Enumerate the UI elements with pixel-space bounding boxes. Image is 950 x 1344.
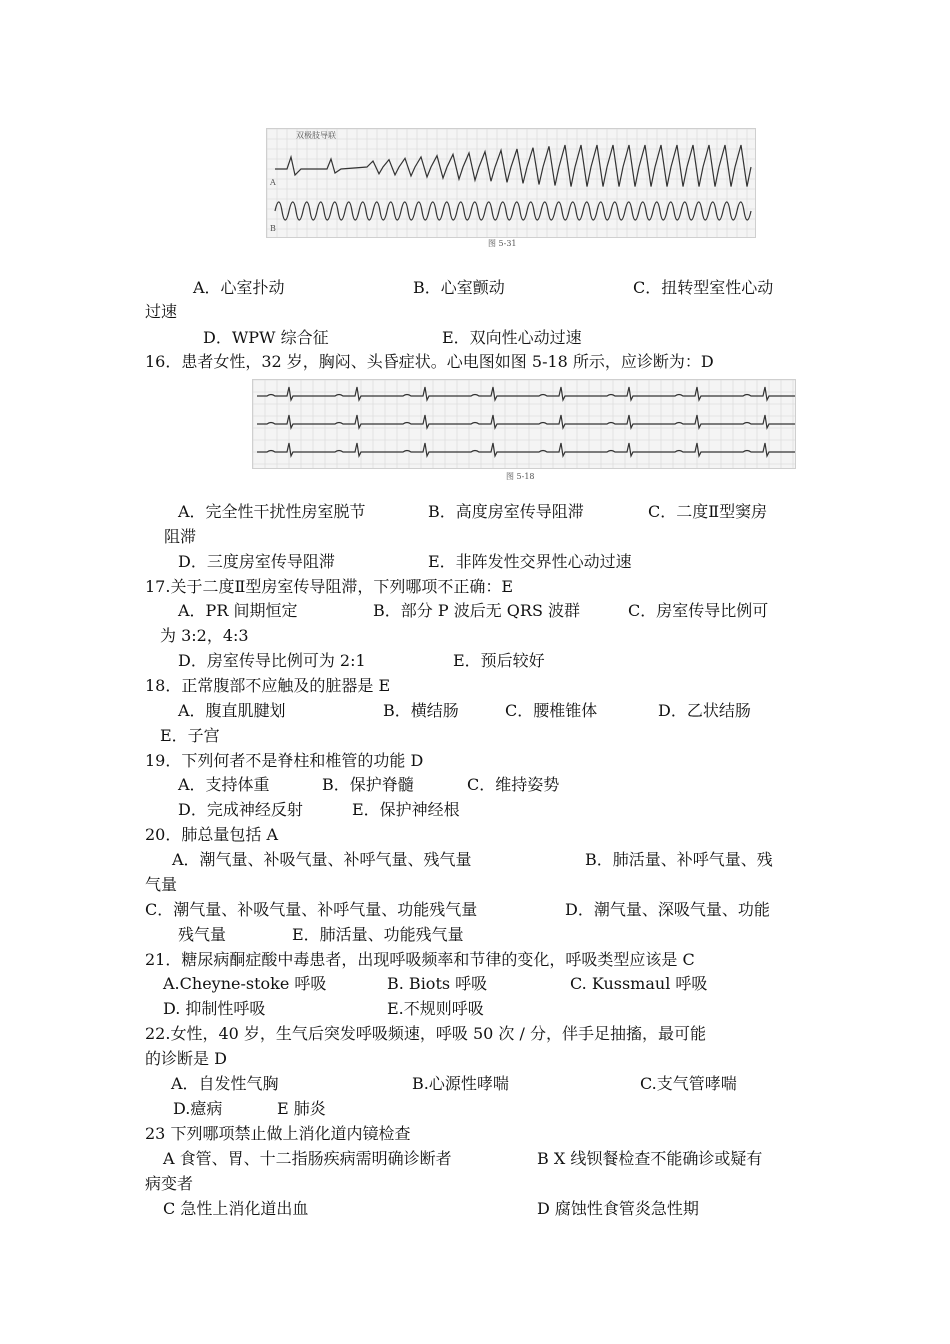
q15-option-e: E．双向性心动过速 — [442, 328, 582, 347]
q22-option-b: B.心源性哮喘 — [412, 1074, 509, 1093]
ecg1-lead-b: B — [270, 224, 276, 233]
q17-option-c-cont: 为 3:2，4:3 — [160, 626, 249, 645]
q22-option-c: C.支气管哮喘 — [640, 1074, 737, 1093]
q22-option-a: A．自发性气胸 — [171, 1074, 279, 1093]
q20-option-b: B．肺活量、补呼气量、残 — [585, 850, 773, 869]
q17-option-b: B．部分 P 波后无 QRS 波群 — [373, 601, 580, 620]
q23-option-d: D 腐蚀性食管炎急性期 — [537, 1199, 699, 1218]
q16-option-d: D．三度房室传导阻滞 — [178, 552, 335, 571]
q18-option-a: A．腹直肌腱划 — [178, 701, 286, 720]
q16-option-b: B．高度房室传导阻滞 — [428, 502, 584, 521]
q20-option-b-cont: 气量 — [145, 875, 178, 894]
q16-option-e: E．非阵发性交界性心动过速 — [428, 552, 632, 571]
ecg1-lead-a: A — [270, 178, 276, 187]
q21-stem: 21．糖尿病酮症酸中毒患者，出现呼吸频率和节律的变化，呼吸类型应该是 C — [145, 950, 695, 969]
q23-stem: 23 下列哪项禁止做上消化道内镜检查 — [145, 1124, 411, 1143]
ecg-figure-1 — [266, 128, 756, 238]
q16-stem: 16．患者女性，32 岁，胸闷、头昏症状。心电图如图 5-18 所示，应诊断为：D — [145, 352, 714, 371]
q23-option-b-cont: 病变者 — [145, 1174, 194, 1193]
q16-option-a: A．完全性干扰性房室脱节 — [178, 502, 366, 521]
q15-option-b: B．心室颤动 — [413, 278, 505, 297]
q19-option-e: E．保护神经根 — [352, 800, 460, 819]
q18-option-b: B．横结肠 — [383, 701, 459, 720]
q19-option-d: D．完成神经反射 — [178, 800, 303, 819]
ecg1-caption: 图 5-31 — [488, 239, 517, 248]
q17-stem: 17.关于二度Ⅱ型房室传导阻滞，下列哪项不正确：E — [145, 577, 514, 596]
q18-option-c: C．腰椎锥体 — [505, 701, 598, 720]
q22-option-d: D.癔病 — [173, 1099, 223, 1118]
q17-option-d: D．房室传导比例可为 2:1 — [178, 651, 366, 670]
q21-option-a: A.Cheyne-stoke 呼吸 — [163, 974, 327, 993]
q19-option-b: B．保护脊髓 — [322, 775, 414, 794]
q21-option-c: C. Kussmaul 呼吸 — [570, 974, 708, 993]
ecg1-header: 双极肢导联 — [296, 131, 336, 140]
q17-option-e: E．预后较好 — [453, 651, 545, 670]
q21-option-d: D. 抑制性呼吸 — [163, 999, 266, 1018]
q17-option-c: C．房室传导比例可 — [628, 601, 769, 620]
q15-option-a: A．心室扑动 — [193, 278, 285, 297]
q20-option-d: D．潮气量、深吸气量、功能 — [565, 900, 770, 919]
q18-option-e: E．子宫 — [160, 726, 220, 745]
q23-option-b: B X 线钡餐检查不能确诊或疑有 — [537, 1149, 763, 1168]
q20-option-e: E．肺活量、功能残气量 — [292, 925, 464, 944]
q15-option-c: C．扭转型室性心动 — [633, 278, 774, 297]
q23-option-a: A 食管、胃、十二指肠疾病需明确诊断者 — [163, 1149, 452, 1168]
q20-option-d-cont: 残气量 — [178, 925, 227, 944]
q21-option-e: E.不规则呼吸 — [387, 999, 484, 1018]
q16-option-c-cont: 阻滞 — [164, 527, 197, 546]
q22-stem: 22.女性，40 岁，生气后突发呼吸频速，呼吸 50 次 / 分，伴手足抽搐，最可能 — [145, 1024, 706, 1043]
ecg2-caption: 图 5-18 — [506, 472, 535, 481]
q22-stem-cont: 的诊断是 D — [145, 1049, 227, 1068]
q22-option-e: E 肺炎 — [277, 1099, 326, 1118]
ecg1-trace-b — [275, 202, 751, 220]
ecg2-trace-2 — [257, 415, 795, 428]
q18-stem: 18．正常腹部不应触及的脏器是 E — [145, 676, 391, 695]
q15-option-c-cont: 过速 — [145, 302, 178, 321]
q23-option-c: C 急性上消化道出血 — [163, 1199, 309, 1218]
q19-stem: 19．下列何者不是脊柱和椎管的功能 D — [145, 751, 424, 770]
ecg2-trace-3 — [257, 443, 795, 456]
q19-option-c: C．维持姿势 — [467, 775, 560, 794]
q19-option-a: A．支持体重 — [178, 775, 270, 794]
q20-stem: 20．肺总量包括 A — [145, 825, 279, 844]
q17-option-a: A．PR 间期恒定 — [178, 601, 298, 620]
q20-option-a: A．潮气量、补吸气量、补呼气量、残气量 — [172, 850, 472, 869]
ecg2-trace-1 — [257, 387, 795, 400]
ecg1-trace-a — [275, 145, 751, 187]
q16-option-c: C．二度Ⅱ型窦房 — [648, 502, 768, 521]
q20-option-c: C．潮气量、补吸气量、补呼气量、功能残气量 — [145, 900, 478, 919]
q18-option-d: D．乙状结肠 — [658, 701, 751, 720]
q21-option-b: B. Biots 呼吸 — [387, 974, 488, 993]
q15-option-d: D．WPW 综合征 — [203, 328, 329, 347]
ecg-figure-2 — [252, 379, 796, 469]
